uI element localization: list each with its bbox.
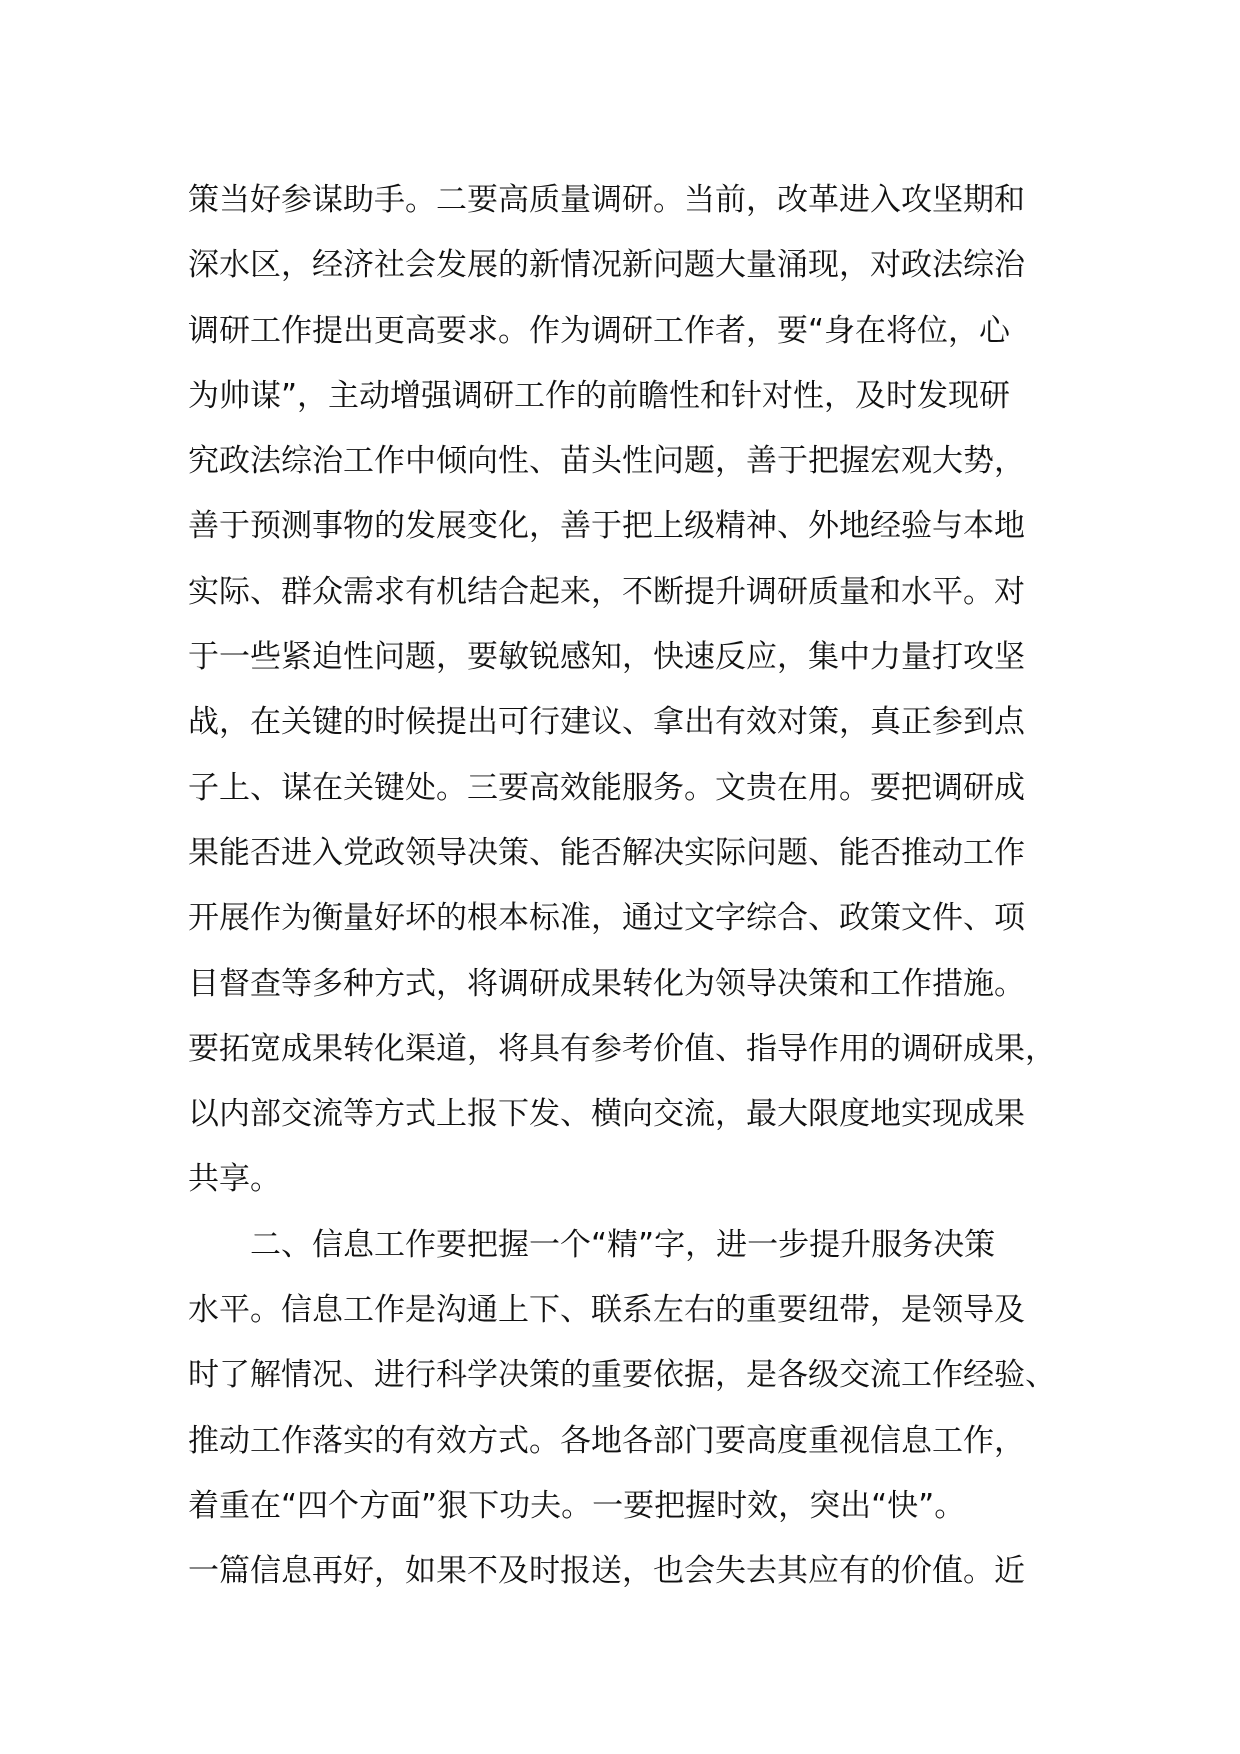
text-line: 子上、谋在关键处。三要高效能服务。文贵在用。要把调研成	[188, 769, 1025, 806]
text-line: 果能否进入党政领导决策、能否解决实际问题、能否推动工作	[188, 834, 1025, 871]
text-line: 调研工作提出更高要求。作为调研工作者，要“身在将位，心	[188, 312, 1011, 349]
text-line: 共享。	[188, 1161, 281, 1198]
text-line: 推动工作落实的有效方式。各地各部门要高度重视信息工作，	[188, 1422, 1025, 1459]
text-line: 时了解情况、进行科学决策的重要依据，是各级交流工作经验、	[188, 1357, 1056, 1394]
text-line: 战，在关键的时候提出可行建议、拿出有效对策，真正参到点	[188, 704, 1025, 741]
text-line: 着重在“四个方面”狠下功夫。一要把握时效，突出“快”。	[188, 1487, 966, 1524]
text-line: 以内部交流等方式上报下发、横向交流，最大限度地实现成果	[188, 1096, 1025, 1133]
text-line: 策当好参谋助手。二要高质量调研。当前，改革进入攻坚期和	[188, 182, 1025, 218]
text-line: 水平。信息工作是沟通上下、联系左右的重要纽带，是领导及	[188, 1292, 1025, 1329]
text-line: 目督查等多种方式，将调研成果转化为领导决策和工作措施。	[188, 965, 1025, 1002]
text-line: 要拓宽成果转化渠道，将具有参考价值、指导作用的调研成果，	[188, 1030, 1056, 1067]
text-line: 善于预测事物的发展变化，善于把上级精神、外地经验与本地	[188, 508, 1025, 545]
body-text	[188, 168, 1088, 1605]
text-line: 开展作为衡量好坏的根本标准，通过文字综合、政策文件、项	[188, 900, 1025, 937]
text-line: 于一些紧迫性问题，要敏锐感知，快速反应，集中力量打攻坚	[188, 639, 1025, 676]
section-heading-line: 二、信息工作要把握一个“精”字，进一步提升服务决策	[250, 1226, 996, 1263]
text-line: 为帅谋”，主动增强调研工作的前瞻性和针对性，及时发现研	[188, 377, 1011, 414]
text-line: 深水区，经济社会发展的新情况新问题大量涌现，对政法综治	[188, 247, 1025, 284]
text-line: 一篇信息再好，如果不及时报送，也会失去其应有的价值。近	[188, 1553, 1025, 1590]
text-line: 实际、群众需求有机结合起来，不断提升调研质量和水平。对	[188, 573, 1025, 610]
text-line: 究政法综治工作中倾向性、苗头性问题，善于把握宏观大势，	[188, 443, 1025, 480]
